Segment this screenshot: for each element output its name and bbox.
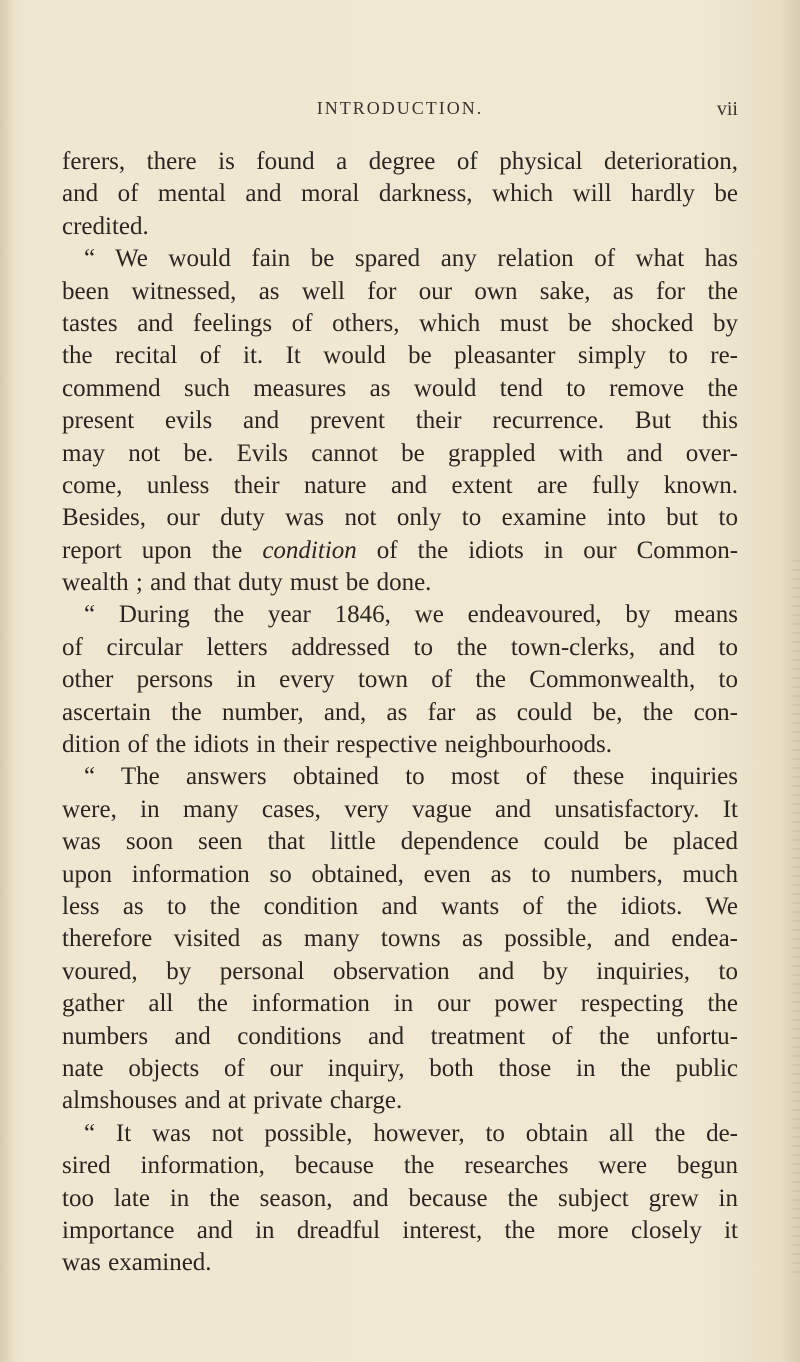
text-line: may not be. Evils cannot be grappled with and over- <box>62 439 738 467</box>
running-head: INTRODUCTION. <box>316 98 484 118</box>
page-edge <box>792 560 800 1280</box>
text-line: “ The answers obtained to most of these inquiries <box>84 763 738 791</box>
text-line: numbers and conditions and treatment of the unfortu- <box>62 1022 738 1050</box>
text-line: “ We would fain be spared any relation of what has <box>84 245 738 273</box>
text-line: less as to the condition and wants of the idiots. We <box>62 892 738 920</box>
text-line: were, in many cases, very vague and unsatisfactory. It <box>62 795 738 823</box>
text-line: tastes and feelings of others, which must be shocked by <box>62 309 738 337</box>
text-segment: report upon the <box>62 536 243 564</box>
text-line: Besides, our duty was not only to examine into but to <box>62 504 738 532</box>
text-line: upon information so obtained, even as to numbers, much <box>62 860 738 888</box>
text-line: sired information, because the researches were begun <box>62 1152 738 1180</box>
text-line: of circular letters addressed to the town-clerks, and to <box>62 633 738 661</box>
text-line: almshouses and at private charge. <box>62 1087 403 1115</box>
text-line: ferers, there is found a degree of physical deterioration, <box>62 148 738 175</box>
text-line: wealth ; and that duty must be done. <box>62 569 432 597</box>
page-number: vii <box>716 98 738 120</box>
text-line: dition of the idiots in their respective neighbourhoods. <box>62 731 612 759</box>
text-line: gather all the information in our power respecting the <box>62 990 738 1018</box>
spine-shadow <box>0 0 14 1362</box>
text-line: credited. <box>62 212 149 240</box>
text-line: ascertain the number, and, as far as could be, the con- <box>62 698 738 726</box>
text-line: too late in the season, and because the subject grew in <box>62 1184 738 1212</box>
text-line-italic <box>62 535 738 567</box>
text-line: present evils and prevent their recurrence. But this <box>62 407 738 435</box>
text-segment: of the idiots in our Common- <box>376 536 739 564</box>
text-line: come, unless their nature and extent are fully known. <box>62 471 738 499</box>
text-line: “ During the year 1846, we endeavoured, by means <box>84 601 738 629</box>
text-line: was examined. <box>62 1249 212 1277</box>
body-text <box>62 146 738 1280</box>
text-line: “ It was not possible, however, to obtain all the de- <box>84 1119 738 1147</box>
page-header <box>62 98 738 128</box>
text-line: commend such measures as would tend to remove the <box>62 374 738 402</box>
text-line: nate objects of our inquiry, both those in the public <box>62 1054 738 1082</box>
text-line: voured, by personal observation and by inquiries, to <box>62 957 738 985</box>
text-line: been witnessed, as well for our own sake, as for the <box>62 277 738 305</box>
text-line: importance and in dreadful interest, the more closely it <box>62 1216 738 1244</box>
text-line: other persons in every town of the Commonwealth, to <box>62 666 738 694</box>
text-line: therefore visited as many towns as possible, and endea- <box>62 925 738 953</box>
text-line: the recital of it. It would be pleasanter simply to re- <box>62 342 738 370</box>
text-line: and of mental and moral darkness, which will hardly be <box>62 180 738 208</box>
italic-word: condition <box>262 536 357 564</box>
text-line: was soon seen that little dependence could be placed <box>62 828 738 856</box>
